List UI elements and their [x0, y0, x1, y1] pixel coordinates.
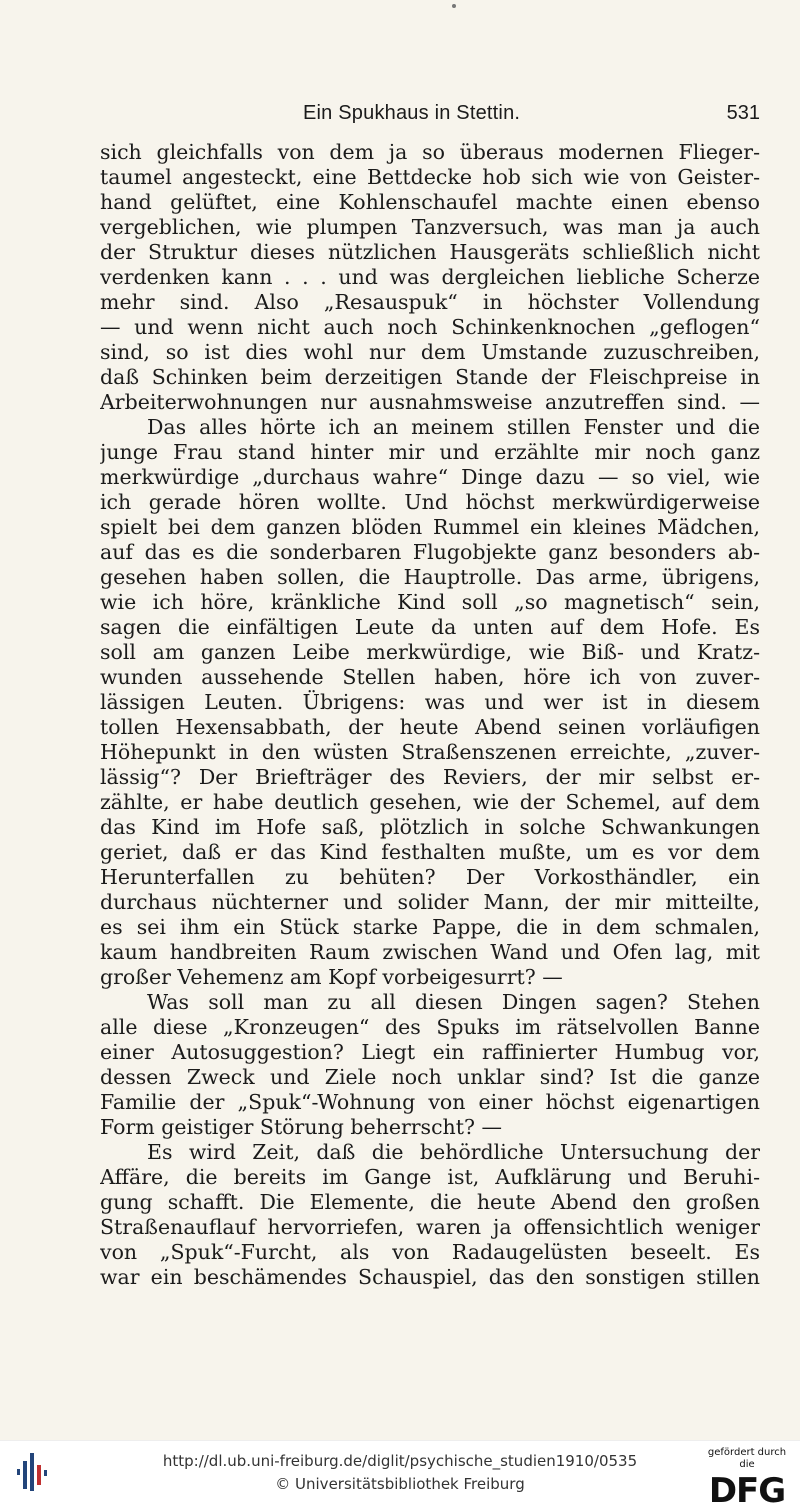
text-line: durchaus nüchterner und solider Mann, der mir mitteilte,	[100, 890, 760, 914]
text-line: mehr sind. Also „Resauspuk“ in höchster Vollendung	[100, 290, 760, 314]
copyright-credit: © Universitätsbibliothek Freiburg	[275, 1475, 525, 1493]
text-line: wie ich höre, kränkliche Kind soll „so magnetisch“ sein,	[100, 590, 760, 614]
text-line: Es wird Zeit, daß die behördliche Untersuchung der	[147, 1140, 760, 1164]
scan-mark	[452, 4, 456, 8]
text-line: gesehen haben sollen, die Hauptrolle. Das arme, übrigens,	[100, 565, 760, 589]
text-line: einer Autosuggestion? Liegt ein raffinierter Humbug vor,	[100, 1040, 760, 1064]
text-line: Herunterfallen zu behüten? Der Vorkosthändler, ein	[100, 865, 760, 889]
page-number: 531	[726, 102, 760, 124]
text-line: Was soll man zu all diesen Dingen sagen? Stehen	[147, 990, 760, 1014]
text-line: — und wenn nicht auch noch Schinkenknochen „geflogen“	[100, 315, 760, 339]
text-line: geriet, daß er das Kind festhalten mußte, um es vor dem	[100, 840, 760, 864]
text-line: Form geistiger Störung beherrscht? —	[100, 1115, 503, 1139]
text-line: der Struktur dieses nützlichen Hausgeräts schließlich nicht	[100, 240, 760, 264]
text-line: gung schafft. Die Elemente, die heute Abend den großen	[100, 1190, 760, 1214]
text-line: von „Spuk“-Furcht, als von Radaugelüsten beseelt. Es	[100, 1240, 760, 1264]
text-line: Höhepunkt in den wüsten Straßenszenen erreichte, „zuver-	[100, 740, 760, 764]
text-line: lässig“? Der Briefträger des Reviers, der mir selbst er-	[100, 765, 760, 789]
text-line: alle diese „Kronzeugen“ des Spuks im rätselvollen Banne	[100, 1015, 760, 1039]
text-line: daß Schinken beim derzeitigen Stande der Fleischpreise in	[100, 365, 760, 389]
viewer-footer	[0, 1440, 800, 1511]
text-line: großer Vehemenz am Kopf vorbeigesurrt? —	[100, 965, 563, 989]
text-line: zählte, er habe deutlich gesehen, wie der Schemel, auf dem	[100, 790, 760, 814]
text-line: sagen die einfältigen Leute da unten auf dem Hofe. Es	[100, 615, 760, 639]
dfg-logo	[704, 1447, 790, 1511]
text-line: auf das es die sonderbaren Flugobjekte ganz besonders ab-	[100, 540, 760, 564]
text-line: soll am ganzen Leibe merkwürdige, wie Biß- und Kratz-	[100, 640, 760, 664]
text-line: dessen Zweck und Ziele noch unklar sind? Ist die ganze	[100, 1065, 760, 1089]
text-line: taumel angesteckt, eine Bettdecke hob sich wie von Geister-	[100, 165, 760, 189]
text-line: spielt bei dem ganzen blöden Rummel ein kleines Mädchen,	[100, 515, 760, 539]
text-line: lässigen Leuten. Übrigens: was und wer ist in diesem	[100, 690, 760, 714]
running-head	[100, 102, 760, 134]
dfg-funded-text: gefördert durch die	[707, 1447, 787, 1470]
text-line: hand gelüftet, eine Kohlenschaufel machte einen ebenso	[100, 190, 760, 214]
text-line: sich gleichfalls von dem ja so überaus modernen Flieger-	[100, 140, 760, 164]
text-line: verdenken kann . . . und was dergleichen liebliche Scherze	[100, 265, 760, 289]
text-line: Arbeiterwohnungen nur ausnahmsweise anzutreffen sind. —	[100, 390, 760, 414]
text-line: tollen Hexensabbath, der heute Abend seinen vorläufigen	[100, 715, 760, 739]
text-line: kaum handbreiten Raum zwischen Wand und Ofen lag, mit	[100, 940, 760, 964]
dfg-letters: DFG	[708, 1471, 786, 1511]
body-text	[100, 140, 760, 1290]
text-line: sind, so ist dies wohl nur dem Umstande zuzuschreiben,	[100, 340, 760, 364]
text-line: wunden aussehende Stellen haben, höre ich von zuver-	[100, 665, 760, 689]
text-line: ich gerade hören wollte. Und höchst merkwürdigerweise	[100, 490, 760, 514]
library-logo-icon	[16, 1451, 48, 1493]
text-line: es sei ihm ein Stück starke Pappe, die in dem schmalen,	[100, 915, 760, 939]
text-line: vergeblichen, wie plumpen Tanzversuch, was man ja auch	[100, 215, 760, 239]
text-line: Familie der „Spuk“-Wohnung von einer höchst eigenartigen	[100, 1090, 760, 1114]
source-url: http://dl.ub.uni-freiburg.de/diglit/psychische_studien1910/0535	[162, 1452, 638, 1470]
text-line: Straßenauflauf hervorriefen, waren ja offensichtlich weniger	[100, 1215, 760, 1239]
text-line: das Kind im Hofe saß, plötzlich in solche Schwankungen	[100, 815, 760, 839]
text-line: Das alles hörte ich an meinem stillen Fenster und die	[147, 415, 760, 439]
text-line: Affäre, die bereits im Gange ist, Aufklärung und Beruhi-	[100, 1165, 760, 1189]
text-line: junge Frau stand hinter mir und erzählte mir noch ganz	[100, 440, 760, 464]
running-title: Ein Spukhaus in Stettin.	[303, 102, 521, 124]
text-line: war ein beschämendes Schauspiel, das den sonstigen stillen	[100, 1265, 760, 1289]
text-line: merkwürdige „durchaus wahre“ Dinge dazu — so viel, wie	[100, 465, 760, 489]
